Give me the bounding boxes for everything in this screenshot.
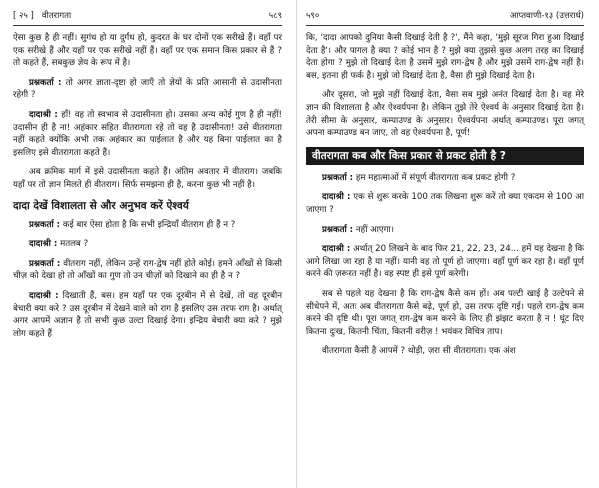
left-page-body [13,26,282,340]
paragraph: कि, 'दादा आपको दुनिया कैसी दिखाई देती है ?', मैंने कहा, 'मुझे सूरज गिरा हुआ दिखाई देता है'। और पागल है क्या ? कोई भान है ? मुझे क्या तुझसे कुछ अलग तरह का दिखाई देता होगा ? मुझे तो दिखाई देता है उसमें मुझे राग-द्वेष है और मुझे उसमें राग-द्वेष नहीं है। बस, इतना ही फर्क है। मुझे जो दिखाई देता है, वैसा ही मुझे दिखाई देता है। [306,33,584,81]
dialogue-answer [306,191,584,216]
dialogue-question [13,219,282,232]
dialogue-answer [306,243,584,281]
dialogue-text: अर्थात् 20 लिखने के बाद फिर 21, 22, 23, 24... हमें यह देखना है कि आगे लिखा जा रहा है या नहीं। यानी वह तो पूर्ण हो जाएगा। वहाँ पूर्ण कर रहा है। वहाँ पूर्ण करने की ज़रूरत नहीं है। वह स्पष्ट ही इसे पूर्ण करेगी। [306,244,585,280]
speaker-label: दादाश्री : [29,109,62,120]
dialogue-text: नहीं आएगा। [355,224,395,235]
right-page [302,0,592,488]
dialogue-text: तो अगर ज्ञाता-दृष्टा हो जाएँ तो ज्ञेयों के प्रति आसानी से उदासीनता रहेगी ? [13,77,282,101]
left-page-header [13,0,282,26]
paragraph: अब क्रमिक मार्ग में इसे उदासीनता कहते हैं। अंतिम अवतार में वीतराग। जबकि यहाँ पर तो ज्ञान मिलते ही वीतराग। सिर्फ समझना ही है, करना कुछ भी नहीं है। [13,167,282,190]
dialogue-answer [13,290,282,340]
section-heading: वीतरागता कब और किस प्रकार से प्रकट होती है ? [306,147,584,165]
dialogue-question [306,172,584,185]
dialogue-question [13,77,282,102]
chapter-number: [ २५ ] [13,11,34,21]
paragraph: सब से पहले यह देखना है कि राग-द्वेष कैसे कम हों। अब पल्टी खाई है उल्टेपने से सीधेपने में, अतः अब वीतरागता कैसे बढ़े, पूर्ण हो, उस तरफ दृष्टि गई। पहले राग-द्वेष कम करने की दृष्टि थी। पूरा जगत् राग-द्वेष कम करने के लिए ही झंझट करता है न ! घूंट दिए कितना दुःख, कितनी चिंता, कितनी वरीज़ ! भयंकर विचित्र ताप। [306,288,584,337]
right-page-number: ५९० [306,11,320,21]
dialogue-question [306,224,584,237]
dialogue-text: हाँ! वह तो स्वभाव से उदासीनता हो। उसका अन्य कोई गुण है ही नहीं! उदासीन ही है ना! अहंकार सहित वीतरागता रहे तो वह है उदासीनता! उसे वीतरागता नहीं कहते क्योंकि अभी तक अहंकार का पाईलात है और यह बिना पाईलात का है इसलिए इसे वीतरागता कहते हैं। [13,109,282,158]
dialogue-text: मतलब ? [60,239,89,250]
dialogue-answer [13,109,282,159]
paragraph: और दूसरा, जो मुझे नहीं दिखाई देता, वैसा सब मुझे अनंत दिखाई देता है। वह मेरे ज्ञान की विशालता है और ऐश्वर्यपना है। लेकिन तुझे तेरे ऐश्वर्य के अनुसार दिखाई देता है। तेरी सीमा के अनुसार, कम्पाउण्ड के अनुसार। ऐश्वर्यपना अर्थात् कम्पाउण्ड। पूरा जगत् अपना कम्पाउण्ड बन जाए, तो वह ऐश्वर्यपना है, पूर्ण! [306,90,584,139]
speaker-label: प्रश्नकर्ता : [29,219,61,230]
left-page-number: ५८९ [268,11,282,21]
dialogue-text: कई बार ऐसा होता है कि सभी इन्द्रियाँ वीतराग ही हैं न ? [62,219,236,230]
paragraph: वीतरागता कैसी है आपमें ? थोड़ी, ज़रा सी वीतरागता। एक अंश [322,346,516,357]
right-page-body [306,26,584,358]
speaker-label: प्रश्नकर्ता : [29,258,61,269]
left-page [0,0,290,488]
chapter-title: वीतरागता [41,11,72,21]
speaker-label: दादाश्री : [322,192,351,203]
dialogue-text: हम महात्माओं में संपूर्ण वीतरागता कब प्रकट होगी ? [355,172,516,183]
dialogue-answer [13,238,282,251]
right-page-header [306,0,584,26]
dialogue-text: एक से शुरू करके 100 तक लिखना शुरू करें तो क्या एकदम से 100 आ जाएगा ? [306,192,584,215]
speaker-label: प्रश्नकर्ता : [322,172,354,183]
dialogue-question [13,258,282,283]
section-heading: दादा देखें विशालता से और अनुभव करें ऐश्वर्य [13,199,189,212]
dialogue-text: वीतराग नहीं, लेकिन उन्हें राग-द्वेष नहीं होते कोई। हमने आँखों से किसी चीज़ को देखा हो तो आँखों का गुण तो उन चीज़ों को दिखाने का ही है न ? [13,258,283,282]
speaker-label: दादाश्री : [29,290,59,301]
speaker-label: दादाश्री : [29,239,58,250]
book-title: आप्तवाणी-१३ (उत्तरार्ध) [509,11,584,21]
page-gutter [296,0,297,488]
speaker-label: प्रश्नकर्ता : [322,224,354,235]
dialogue-text: दिखाती हैं, बस। हम यहाँ पर एक दूरबीन में से देखें, तो वह दूरबीन बेचारी क्या करे ? उस दूरबीन में देखने वाले को राग है इसलिए उस तरफ राग है। अर्थात् अगर आपमें अज्ञान है तो सभी कुछ उल्टा दिखाई देगा। इन्द्रिय बेचारी क्या करे ? मुझे लोग कहते हैं [13,290,283,339]
paragraph: ऐसा कुछ है ही नहीं। सुगंध हो या दुर्गंध हो, कुदरत के घर दोनों एक सरीखे हैं। वहाँ पर एक सरीखे हैं और यहाँ पर एक सरीखे नहीं हैं। वहाँ पर एक समान किस प्रकार से हैं ? तो कहते हैं, सबकुछ ज्ञेय के रूप में है। [13,33,282,69]
speaker-label: दादाश्री : [322,244,351,255]
speaker-label: प्रश्नकर्ता : [29,77,66,88]
